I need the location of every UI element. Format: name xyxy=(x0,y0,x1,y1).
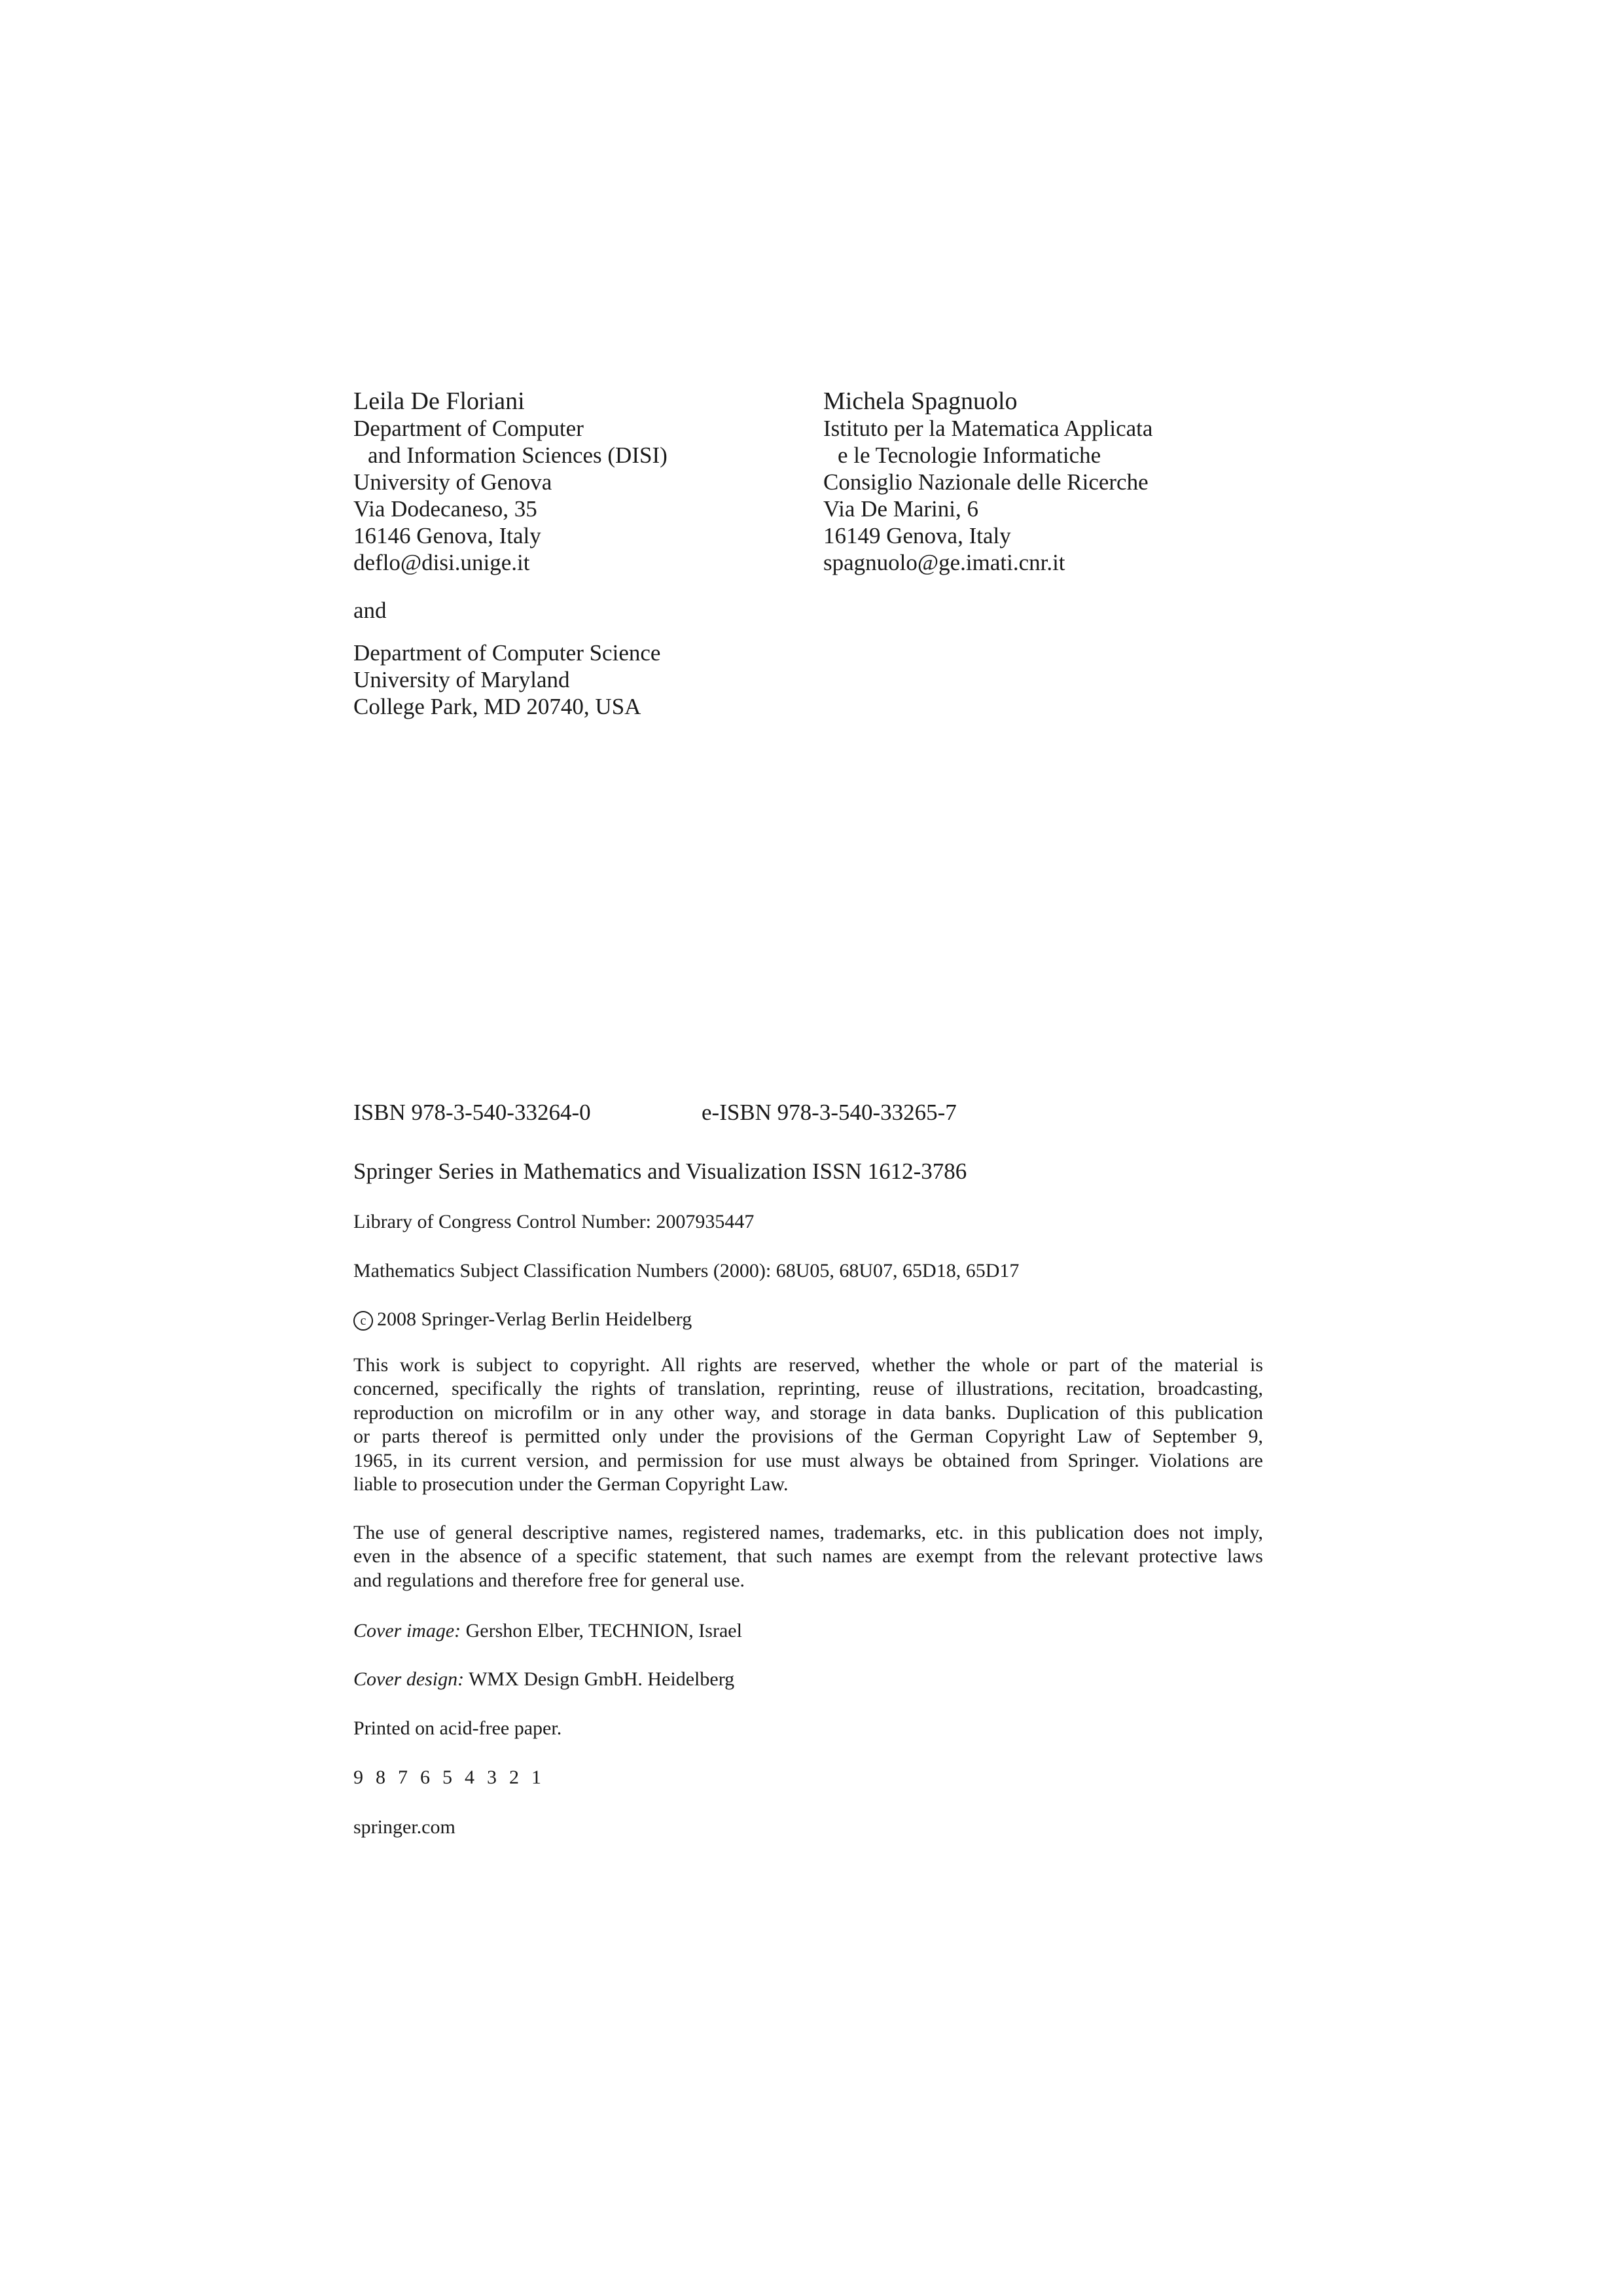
print-number: 8 xyxy=(376,1767,385,1788)
cover-image-label: Cover image: xyxy=(353,1620,461,1641)
author-email: spagnuolo@ge.imati.cnr.it xyxy=(823,550,1065,575)
print-number: 3 xyxy=(487,1767,497,1788)
e-isbn: e-ISBN 978-3-540-33265-7 xyxy=(702,1100,957,1125)
author-name: Michela Spagnuolo xyxy=(823,387,1018,415)
copyright-paragraph xyxy=(353,1354,1263,1496)
address-line: Via De Marini, 6 xyxy=(823,496,979,522)
address-line: College Park, MD 20740, USA xyxy=(353,694,641,719)
subject-classification: Mathematics Subject Classification Numbers (2000): 68U05, 68U07, 65D18, 65D17 xyxy=(353,1260,1020,1282)
cover-design-credit xyxy=(353,1668,734,1691)
paragraph-line: liable to prosecution under the German Copyright Law. xyxy=(353,1473,789,1496)
print-number: 7 xyxy=(398,1767,408,1788)
cover-design-label: Cover design: xyxy=(353,1668,465,1690)
print-number: 5 xyxy=(442,1767,452,1788)
print-number: 1 xyxy=(531,1767,541,1788)
address-line: Department of Computer xyxy=(353,416,584,441)
cover-image-credit xyxy=(353,1619,742,1643)
paragraph-line: or parts thereof is permitted only under the provisions of the German Copyright Law of September 9, xyxy=(353,1426,1263,1448)
copyright-icon: c xyxy=(353,1311,373,1331)
author-email: deflo@disi.unige.it xyxy=(353,550,530,575)
address-line: 16146 Genova, Italy xyxy=(353,523,541,548)
website: springer.com xyxy=(353,1816,455,1838)
address-line: University of Maryland xyxy=(353,667,570,692)
paragraph-line: and regulations and therefore free for general use. xyxy=(353,1569,745,1591)
address-line: Istituto per la Matematica Applicata xyxy=(823,416,1153,441)
paragraph-line: The use of general descriptive names, registered names, trademarks, etc. in this publication does not imply, xyxy=(353,1522,1263,1543)
paragraph-line: concerned, specifically the rights of translation, reprinting, reuse of illustrations, recitation, broadcasting, xyxy=(353,1378,1263,1400)
print-number: 2 xyxy=(509,1767,519,1788)
address-line: e le Tecnologie Informatiche xyxy=(838,442,1101,468)
address-line: Department of Computer Science xyxy=(353,640,661,666)
address-line: and Information Sciences (DISI) xyxy=(368,442,668,468)
paragraph-line: This work is subject to copyright. All rights are reserved, whether the whole or part of the material is xyxy=(353,1354,1263,1376)
second-affiliation xyxy=(353,639,660,720)
address-line: Consiglio Nazionale delle Ricerche xyxy=(823,469,1149,495)
author-block-right xyxy=(823,387,1152,576)
paragraph-line: reproduction on microfilm or in any other way, and storage in data banks. Duplication of this publication xyxy=(353,1401,1263,1424)
isbn: ISBN 978-3-540-33264-0 xyxy=(353,1100,591,1125)
series-info: Springer Series in Mathematics and Visualization ISSN 1612-3786 xyxy=(353,1158,967,1184)
names-paragraph xyxy=(353,1521,1263,1592)
address-line: 16149 Genova, Italy xyxy=(823,523,1011,548)
copyright-text: 2008 Springer-Verlag Berlin Heidelberg xyxy=(377,1308,692,1330)
print-number: 9 xyxy=(353,1767,363,1788)
paragraph-line: 1965, in its current version, and permission for use must always be obtained from Springer. Violations are xyxy=(353,1449,1263,1471)
author-name: Leila De Floriani xyxy=(353,387,525,415)
paper-note: Printed on acid-free paper. xyxy=(353,1717,562,1739)
lccn: Library of Congress Control Number: 2007935447 xyxy=(353,1211,755,1232)
paragraph-line: even in the absence of a specific statement, that such names are exempt from the relevant protective laws xyxy=(353,1545,1263,1568)
print-number: 4 xyxy=(465,1767,474,1788)
copyright-line xyxy=(353,1308,692,1331)
author-block-left xyxy=(353,387,668,576)
cover-design-value: WMX Design GmbH. Heidelberg xyxy=(469,1668,735,1690)
address-line: Via Dodecaneso, 35 xyxy=(353,496,537,522)
address-line: University of Genova xyxy=(353,469,552,495)
and-connector: and xyxy=(353,598,387,623)
cover-image-value: Gershon Elber, TECHNION, Israel xyxy=(465,1620,742,1641)
print-number: 6 xyxy=(420,1767,430,1788)
print-run-numbers xyxy=(353,1766,554,1789)
